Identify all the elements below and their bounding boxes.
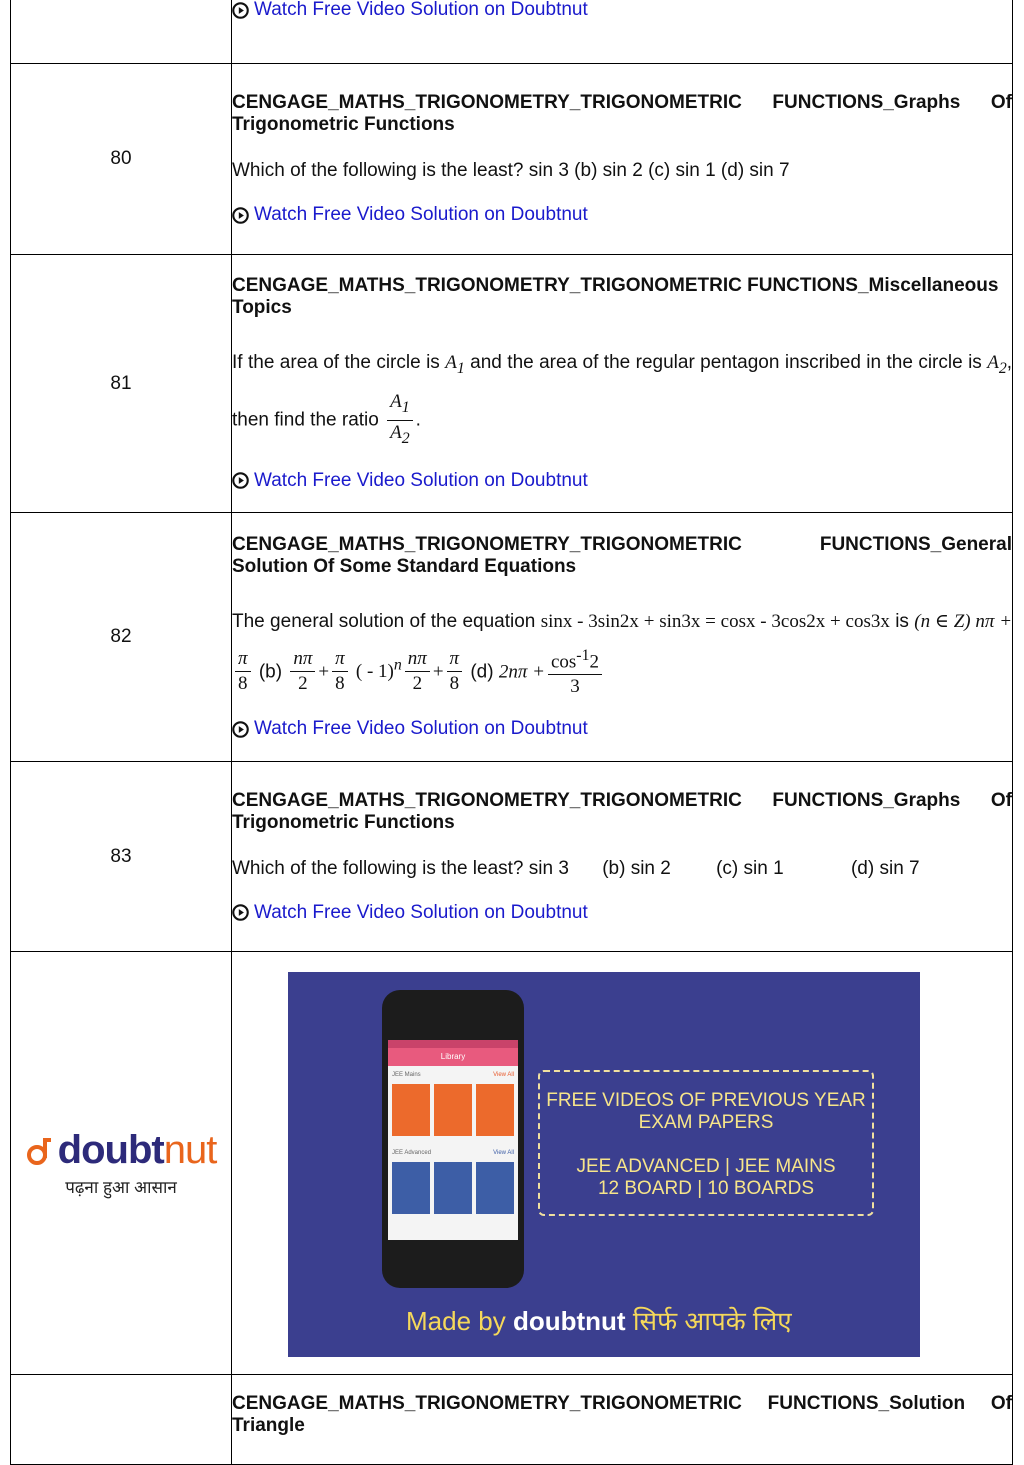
math-ratio: $\frac{A_1}{A_2}$ (387, 391, 413, 450)
math-a1: $A_1$ (445, 352, 465, 378)
topic-title: CENGAGE_MATHS_TRIGONOMETRY_TRIGONOMETRIC FUNCTIONS_Miscellaneous Topics (232, 275, 999, 319)
table-row (11, 513, 1013, 762)
table-row (11, 952, 1013, 1375)
question-table (10, 0, 1013, 1465)
table-row (11, 0, 1013, 64)
question-text: If the area of the circle is $A_1$ and the area of the regular pentagon inscribed in the circle is $A_2$, then find the ratio $\frac{A_1}{A_2}$ . (232, 341, 1012, 449)
watch-video-link[interactable]: Watch Free Video Solution on Doubtnut (232, 718, 1012, 740)
question-text: The general solution of the equation sinx - 3sin2x + sin3x = cosx - 3cos2x + cos3x is (n ∈ Z) nπ + $\frac{\pi}{8}$ (b) $\frac{n\pi}{2}$ + $\frac{\pi}{8}$ ( - 1)$^n$ $\frac{n\pi}{2}$ + $\frac{\pi}{8}$ (d) 2nπ + $\frac{\cos^{-1}2}{3}$ (232, 610, 1013, 698)
question-number: 80 (11, 64, 232, 255)
phone-mockup (382, 990, 524, 1288)
phone-screen: Library JEE Mains View All JEE Advanced View All (388, 1040, 518, 1240)
watch-video-link[interactable]: Watch Free Video Solution on Doubtnut (232, 0, 1012, 21)
doubtnut-logo-icon (26, 1136, 52, 1166)
topic-title: CENGAGE_MATHS_TRIGONOMETRY_TRIGONOMETRIC FUNCTIONS_General Solution Of Some Standard Equations (232, 533, 1012, 577)
topic-title: CENGAGE_MATHS_TRIGONOMETRY_TRIGONOMETRIC FUNCTIONS_Graphs Of Trigonometric Functions (232, 789, 1012, 833)
doubtnut-logo: doubt nut पढ़ना हुआ आसान (11, 952, 232, 1375)
play-circle-icon (232, 2, 249, 19)
watch-video-link[interactable]: Watch Free Video Solution on Doubtnut (232, 204, 1012, 226)
question-text: Which of the following is the least? sin 3 (b) sin 2 (c) sin 1 (d) sin 7 (232, 857, 920, 879)
question-number: 82 (11, 513, 232, 762)
topic-title: CENGAGE_MATHS_TRIGONOMETRY_TRIGONOMETRIC FUNCTIONS_Graphs Of Trigonometric Functions (232, 92, 1012, 135)
watch-video-link[interactable]: Watch Free Video Solution on Doubtnut (232, 470, 1012, 492)
topic-title: CENGAGE_MATHS_TRIGONOMETRY_TRIGONOMETRIC FUNCTIONS_Solution Of Triangle (232, 1393, 1012, 1436)
made-by-text: Made by doubtnut सिर्फ आपके लिए (406, 1305, 792, 1336)
watch-video-link[interactable]: Watch Free Video Solution on Doubtnut (232, 902, 1012, 924)
play-circle-icon (232, 207, 249, 224)
question-number (11, 1375, 232, 1465)
promo-banner[interactable] (288, 972, 920, 1357)
math-a2: $A_2$ (987, 352, 1007, 378)
play-circle-icon (232, 472, 249, 489)
question-number: 81 (11, 255, 232, 513)
play-circle-icon (232, 721, 249, 738)
question-sheet (10, 0, 1013, 1465)
math-equation: sinx - 3sin2x + sin3x = cosx - 3cos2x + cos3x (540, 610, 890, 632)
play-circle-icon (232, 904, 249, 921)
table-row (11, 1375, 1013, 1465)
question-text: Which of the following is the least? sin 3 (b) sin 2 (c) sin 1 (d) sin 7 (232, 160, 790, 181)
question-number: 83 (11, 762, 232, 952)
promo-text-box: FREE VIDEOS OF PREVIOUS YEAR EXAM PAPERS JEE ADVANCED | JEE MAINS 12 BOARD | 10 BOARDS (538, 1070, 874, 1216)
table-row (11, 762, 1013, 952)
table-row (11, 64, 1013, 255)
logo-tagline: पढ़ना हुआ आसान (65, 1178, 177, 1197)
table-row (11, 255, 1013, 513)
